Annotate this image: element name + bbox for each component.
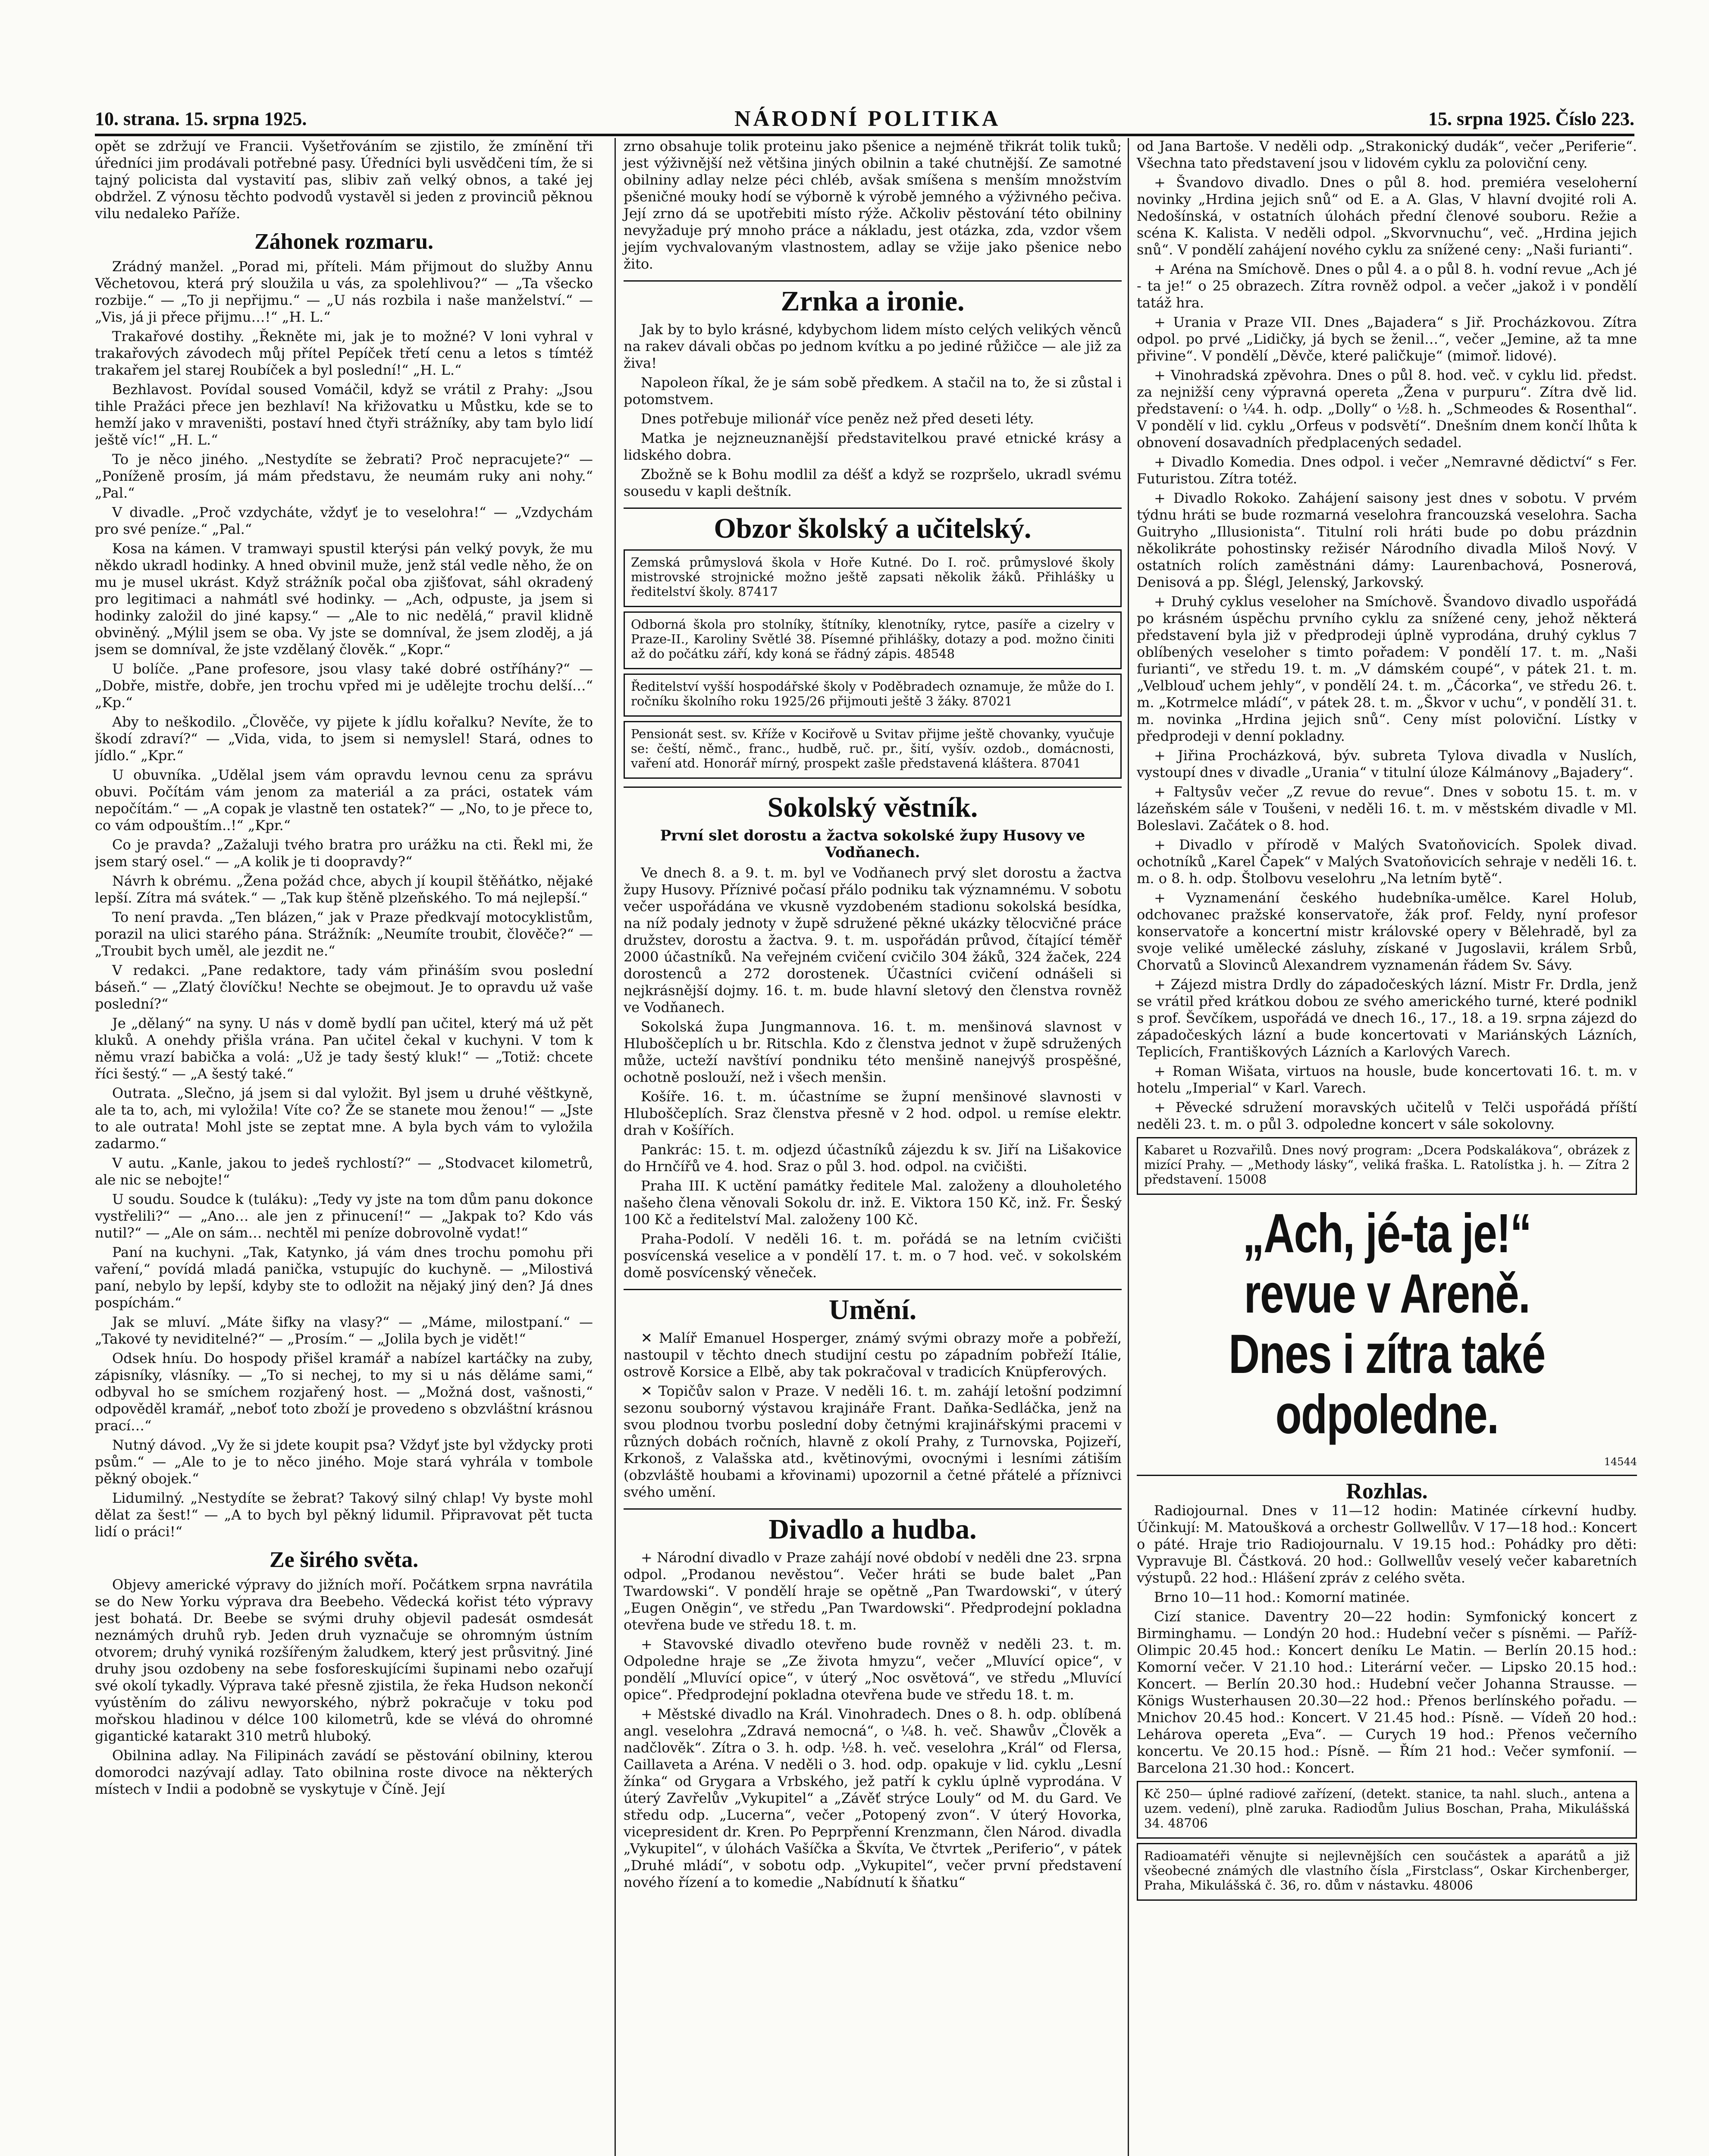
theatre-paragraph: + Vyznamenání českého hudebníka-umělce. Karel Holub, odchovanec pražské konservatoře, žák prof. Feldy, nyní profesor konservatoře a koncertní mistr královské opery v Bělehradě, byl za svoje veliké umělecké zásluhy, získané v Jugoslavii, králem Srbů, Chorvatů a Slovinců Alexandrem vyznamenán řádem Sv. Sávy. [1137,890,1637,973]
article-continuation: opět se zdržují ve Francii. Vyšetřováním se zjistilo, že zmínění tři úředníci jim prodávali potřebné pasy. Úředníci byli usvědčeni tím, že si tajný policista dal vystavití pas, slibiv zaň velký obnos, a také jej obdržel. Z výnosu těchto podvodů vystavěl si jeden z provinciů pěknou vilu nedaleko Paříže. [95,138,593,222]
aphorism: Dnes potřebuje milionář více peněz než před deseti léty. [641,411,1034,427]
theatre-paragraph: + Faltysův večer „Z revue do revue“. Dnes v sobotu 15. t. m. v lázeňském sále v Toušeni, v neděli 16. t. m. v městském divadle v Ml. Boleslavi. Začátek o 8. hod. [1137,783,1637,834]
theatre-paragraph: + Divadlo v přírodě v Malých Svatoňovicích. Spolek divad. ochotníků „Karel Čapek“ v Malých Svatoňovicích sehraje v neděli 16. t. m. o 8. h. odp. Štolbovu veselohru „Na letním bytě“. [1137,837,1637,887]
aphorism: Jak by to bylo krásné, kdybychom lidem místo celých velikých věnců na rakev dávali občas po jednom kvítku a po jediné růžičce — ale již za živa! [624,321,1122,371]
ad-text: Zemská průmyslová škola v Hoře Kutné. Do I. roč. průmyslové školy mistrovské strojnické možno ještě zapsati několik žáků. Přihlášky u ředitelství školy. 87417 [631,555,1114,599]
theatre-paragraph: + Pěvecké sdružení moravských učitelů v Telči uspořádá příští neděli 23. t. m. o půl 3. odpoledne koncert v sále sokolovny. [1137,1099,1637,1132]
newspaper-title: NÁRODNÍ POLITIKA [734,106,1001,131]
theatre-paragraph: + Divadlo Komedia. Dnes odpol. i večer „Nemravné dědictví“ s Fer. Futuristou. Zítra totéž. [1137,454,1637,487]
theatre-paragraph: + Aréna na Smíchově. Dnes o půl 4. a o půl 8. h. vodní revue „Ach jé - ta je!“ o 25 obrazech. Zítra rovněž odpol. a večer „jakož i v pondělí tatáž hra. [1137,261,1637,311]
sokol-subheading: První slet dorostu a žactva sokolské župy Husovy ve Vodňanech. [660,827,1085,861]
joke-paragraph: Trakařové dostihy. „Řekněte mi, jak je to možné? V loni vyhral v trakařových závodech můj přítel Pepíček třetí cenu a letos s tímtéž trakařem jel starej Roubíček a byl poslední!“ „H. L.“ [95,328,593,378]
theatre-paragraph: + Stavovské divadlo otevřeno bude rovněž v neděli 23. t. m. Odpoledne hraje se „Ze života hmyzu“, večer „Mluvící opice“, v pondělí „Mluvící opice“, v úterý „Noc osvětová“, ve středu „Mluvící opice“. Předprodejní pokladna otevřena bude ve středu 18. t. m. [624,1636,1122,1703]
joke-paragraph: V autu. „Kanle, jakou to jedeš rychlostí?“ — „Stodvacet kilometrů, ale nic se nebojte!“ [95,1155,593,1188]
section-heading-sveta: Ze širého světa. [269,1548,419,1572]
joke-paragraph: Aby to neškodilo. „Člověče, vy pijete k jídlu kořalku? Nevíte, že to škodí zdraví?“ — „Vida, vida, to jsem si nemyslel! Stará, odnes to jídlo.“ „Kpr.“ [95,714,593,764]
page-date-left: 10. strana. 15. srpna 1925. [95,108,307,129]
joke-paragraph: Paní na kuchyni. „Tak, Katynko, já vám dnes trochu pomohu při vaření,“ povídá mladá panička, vstupujíc do kuchyně. — „Milostivá paní, nebylo by lepší, kdyby ste to odložit na nějaký jiný den? Já dnes pospíchám.“ [95,1244,593,1311]
school-ad [624,611,1122,669]
revue-advertisement: „Ach, jé-ta je!“ revue v Areně. Dnes i zítra také odpoledne. [1229,1203,1545,1445]
cabaret-ad [1137,1137,1637,1195]
radio-ad [1137,1843,1637,1901]
theatre-paragraph: + Roman Wišata, virtuos na housle, bude koncertovati 16. t. m. v hotelu „Imperial“ v Karl. Varech. [1137,1063,1637,1096]
art-paragraph: ✕ Malíř Emanuel Hosperger, známý svými obrazy moře a pobřeží, nastoupil v těchto dnech studijní cestu po západním pobřeží Itálie, ostrově Korsice a Elbě, aby tak pokračoval v tradicích Knüpferových. [624,1330,1122,1380]
sokol-paragraph: Sokolská župa Jungmannova. 16. t. m. menšinová slavnost v Hluboščeplích u br. Ritschla. Kdo z členstva jednot v župě sdružených může, ucteží navštíví pondniku této menšině nanejvýš prospěšné, ochotně poslouží, než i všech menšin. [624,1018,1122,1085]
joke-paragraph: U bolíče. „Pane profesore, jsou vlasy také dobré ostříhány?“ — „Dobře, mistře, dobře, jen trochu vpřed mi je udělejte trochu delší…“ „Kp.“ [95,661,593,711]
joke-paragraph: Jak se mluví. „Máte šifky na vlasy?“ — „Máme, milostpaní.“ — „Takové ty neviditelné?“ — „Prosím.“ — „Jolila bych je vidět!“ [95,1314,593,1347]
ad-text: Pensionát sest. sv. Kříže v Kociřově u Svitav přijme ještě chovanky, vyučuje se: čeští, němč., franc., hudbě, ruč. pr., šití, vyšív. ozdob., domácnosti, vaření atd. Honorář mírný, prospekt zašle představená kláštera. 87041 [631,727,1114,771]
news-paragraph: Objevy americké výpravy do jižních moří. Počátkem srpna navrátila se do New Yorku výprava dra Beebeho. Vědecká kořist této výpravy jest bohatá. Dr. Beebe se svými druhy objevil padesát osmdesát neznámých druhů ryb. Jeden druh vyznačuje se ohromným ústním otvorem; druhý vyniká rozšířeným žaludkem, který jest průsvitný. Jiné druhy jsou ozdobeny na sebe fosforeskujícími šupinami nebo ozařují své okolí tykadly. Výprava také přesně zjistila, že řeka Hudson nekončí vyústěním do zálivu newyorského, nýbrž pokračuje v toku pod mořskou hladinou v délce 100 kilometrů, kde se vlévá do ohromné gigantické katarakt 310 metrů hluboký. [95,1576,593,1744]
article-continuation: zrno obsahuje tolik proteinu jako pšenice a nejméně třikrát tolik tuků; jest výživnější než většina jiných obilnin a také chutnější. Ze samotné obilniny adlay nelze péci chléb, avšak smíšena s menším množstvím pšeničné mouky hodí se výborně k výrobě jemného a výživného pečiva. Její zrno dá se upotřebiti místo rýže. Ačkoliv pěstování této obilniny nevyžaduje prý mnoho práce a nákladu, jest otázka, zda, vzdor všem jejím vychvalovaným vlastnostem, adlay se vžije jako pšenice nebo žito. [624,138,1122,272]
school-ad [624,549,1122,607]
ad-text: Radioamatéři věnujte si nejlevnějších cen součástek a aparátů a již všeobecné známých dle vlastního čísla „Firstclass“, Oskar Kirchenberger, Praha, Mikulášská č. 36, ro. dům v nástavku. 48006 [1144,1849,1630,1893]
ad-text: Ředitelství vyšší hospodářské školy v Poděbradech oznamuje, že může do I. ročníku školního roku 1925/26 přijmouti ještě 3 žáky. 87021 [631,679,1114,708]
sokol-paragraph: Pankrác: 15. t. m. odjezd účastníků zájezdu k sv. Jiří na Lišakovice do Hrnčířů ve 4. hod. Sraz o půl 3. hod. odpol. na cvičišti. [624,1141,1122,1175]
theatre-paragraph: + Švandovo divadlo. Dnes o půl 8. hod. premiéra veseloherní novinky „Hrdina jejich snů“ od E. a A. Glas, V hlavní dvojité roli A. Nedošínská, v ostatních úlohách přední členové souboru. Režie a scéna K. Kalista. V neděli odpol. „Skvorvnuchu“, več. „Hrdina jejich snů“. V pondělí zahájení nového cyklu za snížené ceny: „Naši furianti“. [1137,174,1637,258]
section-heading-zrnka: Zrnka a ironie. [624,280,1122,318]
theatre-paragraph: + Zájezd mistra Drdly do západočeských lázní. Mistr Fr. Drdla, jenž se vrátil před krátkou dobou ze svého amerického turné, které podnikl s prof. Ševčíkem, uspořádá ve dnech 16., 17., 18. a 19. srpna zájezd do západočeských lázní a bude koncertovati v Mariánských Lázních, Teplicích, Františkových Lázních a Karlových Varech. [1137,976,1637,1060]
theatre-paragraph: + Jiřina Procházková, býv. subreta Tylova divadla v Nuslích, vystoupí dnes v divadle „Urania“ v titulní úloze Kálmánovy „Bajadery“. [1137,747,1637,780]
joke-paragraph: Nutný dávod. „Vy že si jdete koupit psa? Vždyť jste byl vždycky proti psům.“ — „Ale to je to něco jiného. Moje stará vyhrála v tombole pěkný obojek.“ [95,1437,593,1487]
ad-text: Kabaret u Rozvařilů. Dnes nový program: „Dcera Podskalákova“, obrázek z mizící Prahy. — „Methody lásky“, veliká fraška. L. Ratolístka j. h. — Zítra 2 představení. 15008 [1144,1143,1630,1187]
issue-number: 15. srpna 1925. Číslo 223. [1428,108,1634,129]
joke-paragraph: U soudu. Soudce k (tuláku): „Tedy vy jste na tom dům panu dokonce vystřelili?“ — „Ano… ale jen z přinucení!“ — „Jakpak to? Kdo vás nutil?“ — „Ale on sám… nechtěl mi peníze dobrovolně vydat!“ [95,1191,593,1241]
joke-paragraph: Co je pravda? „Zažaluji tvého bratra pro urážku na cti. Řekl mi, že jsem starý osel.“ — „A kolik je ti doopravdy?“ [95,837,593,870]
sokol-paragraph: Košíře. 16. t. m. účastníme se župní menšinové slavnosti v Hluboščeplích. Sraz členstva přesně v 2 hod. odpol. u remíse elektr. drah v Košířích. [624,1088,1122,1138]
radio-ad [1137,1781,1637,1839]
joke-paragraph: Lidumilný. „Nestydíte se žebrat? Takový silný chlap! Vy byste mohl dělat za šest!“ — „A to bych byl pěkný lidumil. Připravovat pět tucta lidí o práci!“ [95,1490,593,1540]
joke-paragraph: Outrata. „Slečno, já jsem si dal vyložit. Byl jsem u druhé věštkyně, ale ta to, ach, mi vyložila! Víte co? Že se stanete mou ženou!“ — „Jste to ale outrata! Mohl jste se zeptat mne. A byla bych vám to vyložila zadarmo.“ [95,1085,593,1152]
column-1 [95,138,593,2156]
theatre-paragraph: + Divadlo Rokoko. Zahájení saisony jest dnes v sobotu. V prvém týdnu hráti se bude rozmarná veselohra francouzská veselohra. Sacha Guitryho „Illusionista“. Titulní roli hráti bude po dobu prázdnin několikráte pohostinsky režisér Národního divadla Miloš Nový. V ostatních rolích zaměstnáni dámy: Laurenbachová, Posnerová, Denisová a pp. Šlégl, Jelenský, Jarkovský. [1137,490,1637,590]
section-heading-umeni: Umění. [624,1289,1122,1326]
joke-paragraph: Zrádný manžel. „Porad mi, příteli. Mám přijmout do služby Annu Věchetovou, která prý sloužila u vás, za spolehlivou?“ — „Ta všecko rozbije.“ — „To ji nepřijmu.“ — „U nás rozbila i naše manželství.“ — „Vis, já ji přece přijmu…!“ „H. L.“ [95,258,593,325]
aphorism: Napoleon říkal, že je sám sobě předkem. A stačil na to, že si zůstal i potomstvem. [624,374,1122,407]
masthead [95,103,1634,136]
ad-text: Odborná škola pro stolníky, štítníky, klenotníky, rytce, pasíře a cizelry v Praze-II., Karoliny Světlé 38. Písemné přihlášky, dotazy a pod. možno činiti až do počátku září, kdy koná se řádný zápis. 48548 [631,617,1114,661]
aphorism: Zbožně se k Bohu modlil za déšť a když se rozpršelo, ukradl svému sousedu v kapli deštník. [624,466,1122,499]
sokol-paragraph: Praha-Podolí. V neděli 16. t. m. pořádá se na letním cvičišti posvícenská veselice a v pondělí 17. t. m. o 7 hod. več. v sokolském domě posvícenský věneček. [624,1231,1122,1281]
radio-paragraph: Cizí stanice. Daventry 20—22 hodin: Symfonický koncert z Birminghamu. — Londýn 20 hod.: Hudební večer s písněmi. — Paříž-Olimpic 20.45 hod.: Koncert deníku Le Matin. — Berlín 20.15 hod.: Komorní večer. V 21.10 hod.: Literární večer. — Lipsko 20.15 hod.: Koncert. — Berlín 20.30 hod.: Hudební večer Johanna Strausse. — Königs Wusterhausen 20.30—22 hod.: Přenos berlínského pořadu. — Mnichov 20.45 hod.: Koncert. V 21.45 hod.: Písně. — Vídeň 20 hod.: Lehárova opereta „Eva“. — Curych 19 hod.: Přenos večerního koncertu. Ve 20.15 hod.: Písně. — Řím 21 hod.: Večer symfonií. — Barcelona 21.30 hod.: Koncert. [1137,1608,1637,1776]
radio-paragraph: Brno 10—11 hod.: Komorní matinée. [1154,1589,1410,1605]
joke-paragraph: V redakci. „Pane redaktore, tady vám přináším svou poslední báseň.“ — „Zlatý človíčku! Nechte se obejmout. Je to opravdu už vaše poslední?“ [95,962,593,1012]
aphorism: Matka je nejzneuznanější představitelkou pravé etnické krásy a lidského dobra. [624,430,1122,463]
art-paragraph: ✕ Topičův salon v Praze. V neděli 16. t. m. zahájí letošní podzimní sezonu souborný výstavou krajináře Frant. Daňka-Sedláčka, jenž na svou plodnou tvorbu poslední doby četnými krajinářskými pracemi v různých dobách ročních, hlavně z okolí Prahy, z Turnovska, Pojizeří, Krkonoš, z Valašska atd., květinovými, ovocnými i lesními zátiším (obzvláště houbami a křovinami) upozornil a četné přátelé a příznivci svého umění. [624,1383,1122,1500]
section-heading-skolsky: Obzor školský a učitelský. [624,508,1122,545]
section-heading-sokolsky: Sokolský věstník. [624,787,1122,824]
radio-paragraph: Radiojournal. Dnes v 11—12 hodin: Matinée církevní hudby. Účinkují: M. Matoušková a orchestr Gollwellův. V 17—18 hod.: Koncert o páté. Hraje trio Radiojournalu. V 19.15 hod.: Pohádky pro děti: Vypravuje Bl. Částková. 20 hod.: Gollwellův veselý večer kabaretních výstupů. 22 hod.: Hlášení zpráv z celého světa. [1137,1502,1637,1586]
column-3 [1128,138,1637,2156]
joke-paragraph: To není pravda. „Ten blázen,“ jak v Praze předkvají motocyklistům, porazil na ulici starého pána. Strážník: „Neumíte troubit, člověče?“ — „Troubit bych uměl, ale jezdit ne.“ [95,909,593,959]
sokol-paragraph: Ve dnech 8. a 9. t. m. byl ve Vodňanech prvý slet dorostu a žactva župy Husovy. Příznivé počasí přálo podniku tak významnému. V sobotu večer uspořádána ve vkusně vyzdobeném stadionu sokolská besídka, na níž podaly jednoty v župě sdružené pěkné ukázky tělocvičné práce družstev, dorostu a žactva. 9. t. m. uspořádán průvod, čítající téměř 2000 účastníků. Na veřejném cvičení cvičilo 304 žáků, 324 žaček, 224 dorostenců a 272 dorostenek. Účastníci cvičení odnášeli si nejkrásnější dojmy. 16. t. m. bude hlavní sletový den členstva rovněž ve Vodňanech. [624,865,1122,1015]
theatre-paragraph: + Městské divadlo na Král. Vinohradech. Dnes o 8. h. odp. oblíbená angl. veselohra „Zdravá nemocná“, o ¼8. h. več. Shawův „Člověk a nadčlověk“. Zítra o 3. h. odp. ½8. h. več. veselohra „Král“ od Flersa, Caillaveta a Aréna. V neděli o 3. hod. odp. opakuje v lid. cyklu „Lesní žínka“ od Grygara a Vrbského, jež patří k cyklu úplně vyprodána. V úterý Zavřelův „Vykupitel“ a „Závěť strýce Louly“ od M. du Gard. Ve středu odp. „Lucerna“, večer „Potopený zvon“. V úterý Hovorka, vicepresident dr. Kren. Po Peprpřenní Krenzmann, člen Národ. divadla „Vykupitel“, v úlohách Vašíčka a Škvíta, Ve čtvrtek „Periferio“, v pátek „Druhé mládí“, v sobotu odp. „Vykupitel“, večer první představení nového řízení a to komedie „Nabídnutí k šňatku“ [624,1706,1122,1890]
ad-text: Kč 250— úplné radiové zařízení, (detekt. stanice, ta nahl. sluch., antena a uzem. vedení), plně zaruka. Radiodům Julius Boschan, Praha, Mikulášská 34. 48706 [1144,1786,1630,1830]
sokol-paragraph: Praha III. K uctění památky ředitele Mal. založeny a dlouholetého našeho člena věnovali Sokolu dr. inž. E. Viktora 150 Kč, inž. Fr. Šeský 100 Kč a ředitelství Mal. založeny 100 Kč. [624,1178,1122,1228]
joke-paragraph: Odsek hníu. Do hospody přišel kramář a nabízel kartáčky na zuby, zápisníky, vlásníky. — „To si nechej, to my si u nás děláme sami,“ odbyval ho se smíchem rozjařený host. — „Možná dost, vašnosti,“ odpověděl kramář, „neboť toto zboží je provedeno s obzvláštní krásnou prací…“ [95,1350,593,1434]
school-ad [624,674,1122,717]
ad-number: 14544 [1604,1456,1637,1468]
theatre-paragraph: + Národní divadlo v Praze zahájí nové období v neděli dne 23. srpna odpol. „Prodanou nevěstou“. Večer hráti se bude balet „Pan Twardowski“. V pondělí hraje se opětně „Pan Twardowski“, v úterý „Eugen Oněgin“, ve středu „Pan Twardowski“. Předprodejní pokladna otevřena bude ve středu 18. t. m. [624,1549,1122,1633]
theatre-paragraph: + Druhý cyklus veseloher na Smíchově. Švandovo divadlo uspořádá po krásném úspěchu prvního cyklu za snížené ceny, jehož některá představení byla již v předprodeji úplně vyprodána, druhý cyklus 7 oblíbených veseloher s timto pořadem: V pondělí 17. t. m. „Naši furianti“, ve středu 19. t. m. „V dámském coupé“, v pátek 21. t. m. „Velblouď uchem jehly“, v pondělí 24. t. m. „Čácorka“, ve středu 26. t. m. „Kotrmelce mládí“, v pátek 28. t. m. „Škvor v uchu“, v pondělí 31. t. m. novinka „Hrdina jejich snů“. Ceny míst poloviční. Lístky v předprodeji v denní pokladny. [1137,593,1637,744]
joke-paragraph: V divadle. „Proč vzdycháte, vždyť je to veselohra!“ — „Vzdychám pro své peníze.“ „Pal.“ [95,504,593,537]
theatre-paragraph: od Jana Bartoše. V neděli odp. „Strakonický dudák“, večer „Periferie“. Všechna tato představení jsou v lidovém cyklu za poloviční ceny. [1137,138,1637,171]
joke-paragraph: To je něco jiného. „Nestydíte se žebrati? Proč nepracujete?“ — „Poníženě prosím, já mám představu, že neumám ruky ani nohy.“ „Pal.“ [95,451,593,501]
joke-paragraph: U obuvníka. „Udělal jsem vám opravdu levnou cenu za správu obuvi. Počítám vám jenom za materiál a za práci, ostatek vám nepočítám.“ — „A copak je vlastně ten ostatek?“ — „No, to je přece to, co vám odpouštím..!“ „Kpr.“ [95,767,593,834]
section-heading-rozhlas: Rozhlas. [1346,1479,1428,1504]
news-paragraph: Obilnina adlay. Na Filipinách zavádí se pěstování obilniny, kterou domorodci nazývají adlay. Tato obilnina roste divoce na některých místech v Indii a podobně se vyskytuje v Číně. Její [95,1747,593,1797]
joke-paragraph: Návrh k obrému. „Žena požád chce, abych jí koupil štěňátko, nějaké lepší. Zítra má svátek.“ — „Tak kup štěně plzeňského. To má nejlepší.“ [95,873,593,906]
section-heading-divadlo: Divadlo a hudba. [624,1508,1122,1546]
joke-paragraph: Bezhlavost. Povídal soused Vomáčil, když se vrátil z Prahy: „Jsou tihle Pražáci přece jen bezhlaví! Na křižovatku u Můstku, kde se to hemží jako v mraveništi, postaví hned čtyři strážníky, aby tam bylo lidí ještě víc!“ „H. L.“ [95,381,593,448]
school-ad [624,721,1122,779]
joke-paragraph: Je „dělaný“ na syny. U nás v domě bydlí pan učitel, který má už pět kluků. A onehdy přišla vrána. Pan učitel čekal v kuchyni. V tom k němu vrazí babička a volá: „Už je tady šestý kluk!“ — „Totiž: chcete říci šestý.“ — „A šestý také.“ [95,1015,593,1082]
theatre-paragraph: + Urania v Praze VII. Dnes „Bajadera“ s Jiř. Procházkovou. Zítra odpol. po prvé „Lidičky, já bych se ženil…“, večer „Jemine, až ta mne přivine“. V pondělí „Děvče, které paličkuje“ (mimoř. lidové). [1137,314,1637,364]
joke-paragraph: Kosa na kámen. V tramwayi spustil kterýsi pán velký povyk, že mu někdo ukradl hodinky. A hned obvinil muže, jenž stál vedle něho, že on mu je musel ukrást. Když strážník počal oba zjišťovat, sáhl okradený pro legitimaci a nahmátl své hodinky. — „Ach, odpuste, ja jsem si hodinky založil do jiné kapsy.“ — „Ale to nic nedělá,“ pravil klidně obviněný. „Mýlil jsem se oba. Vy jste se domníval, že jsem zloděj, a já jsem se domníval, že jste vzdělaný člověk.“ „Kopr.“ [95,540,593,658]
column-2 [615,138,1122,2156]
section-heading-rozmaru: Záhonek rozmaru. [254,229,434,254]
theatre-paragraph: + Vinohradská zpěvohra. Dnes o půl 8. hod. več. v cyklu lid. předst. za nejnižší ceny výpravná opereta „Žena v purpuru“. Zítra dvě lid. představení: o ¼4. h. odp. „Dolly“ o ½8. h. „Schmeodes & Rosenthal“. V pondělí v lid. cyklu „Orfeus v podsvětí“. Dnešním dnem končí lhůta k obnovení dosavadních předplacených sedadel. [1137,367,1637,451]
divider [1137,1475,1637,1476]
